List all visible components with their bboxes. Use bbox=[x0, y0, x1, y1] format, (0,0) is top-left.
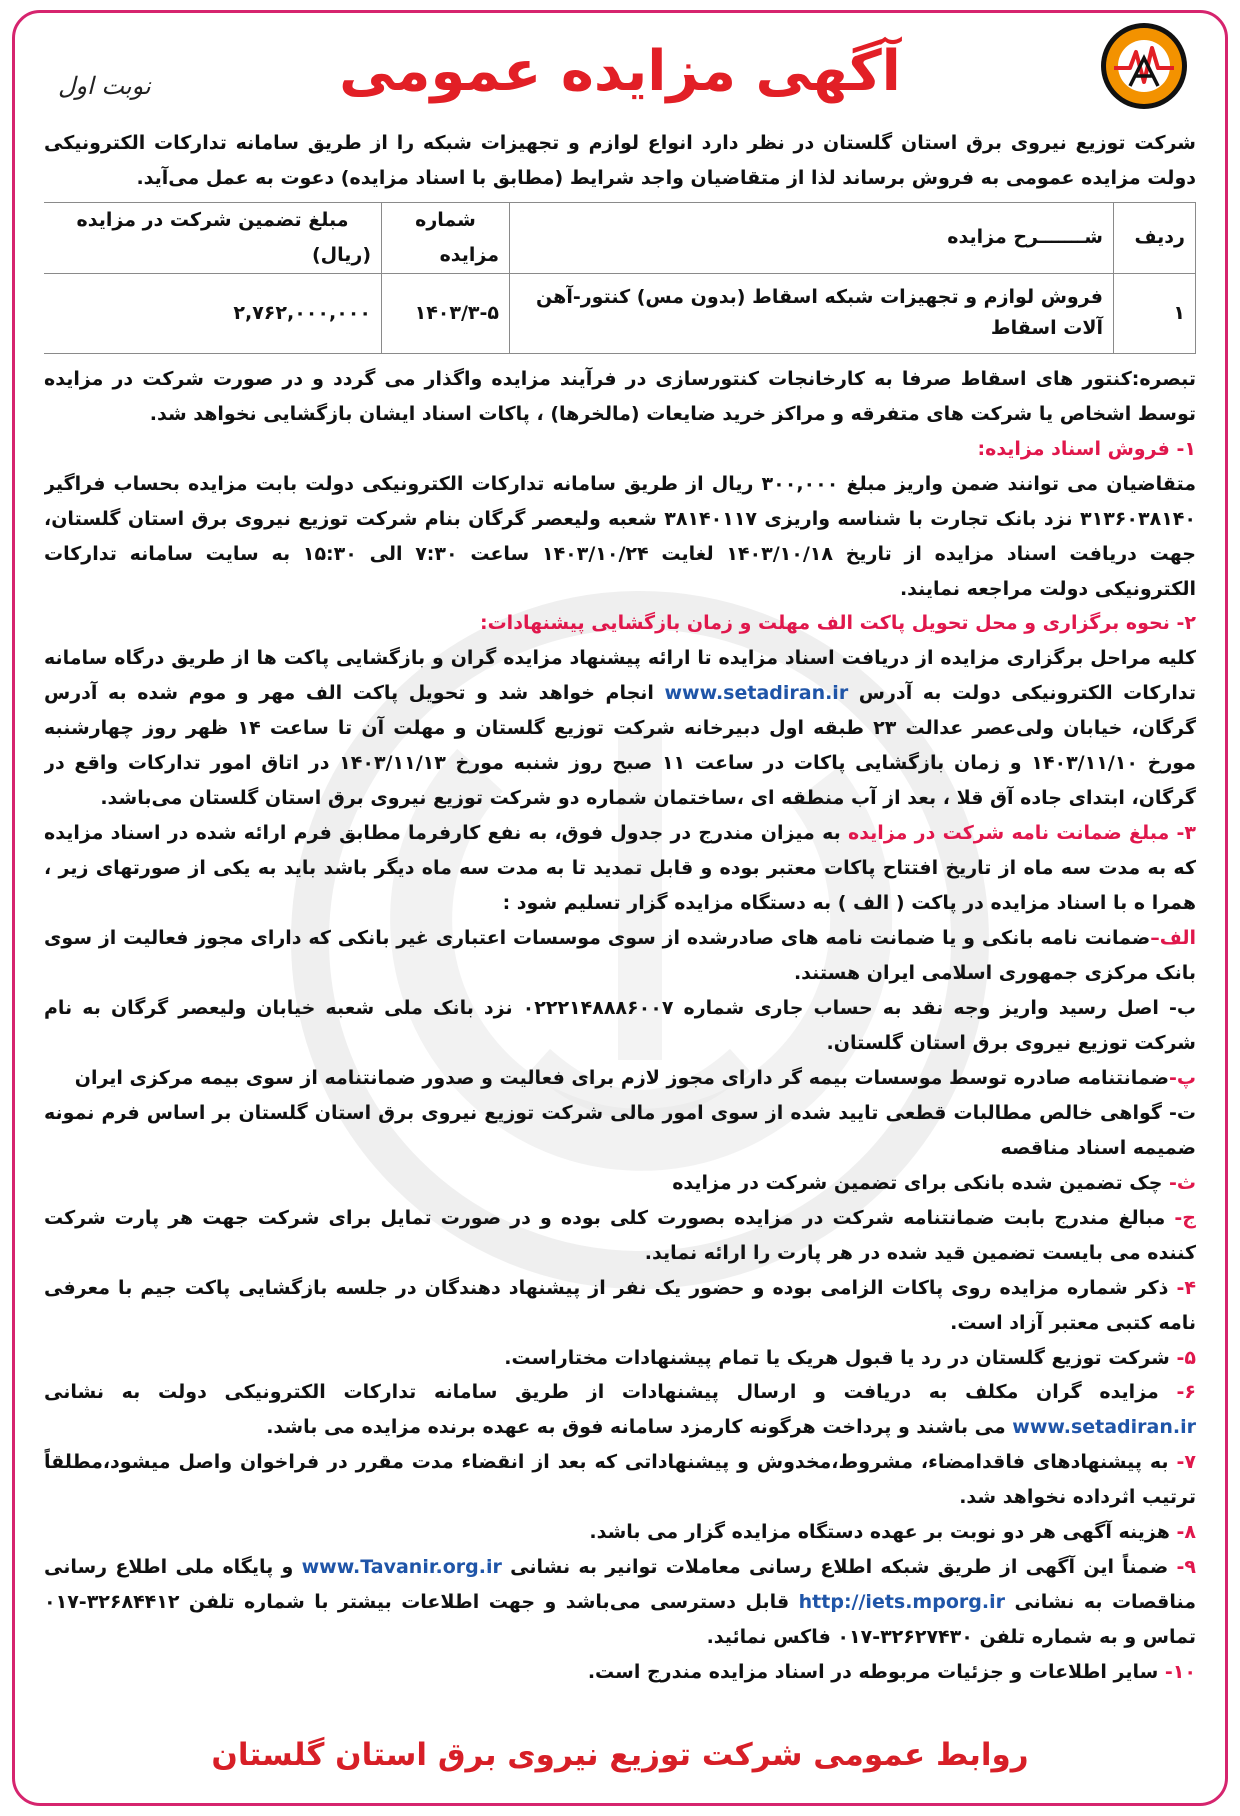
clause-3 bbox=[44, 816, 1196, 921]
clause-2-text-before: کلیه مراحل برگزاری مزایده از دریافت اسناد مزایده تا ارائه پیشنهاد مزایده گران و بازگشایی پاکت ها از طریق درگاه سامانه تدارکات الکترونیکی دولت به آدرس bbox=[44, 647, 1196, 705]
option-label: ت- bbox=[1169, 1101, 1196, 1124]
clause-6-text-before: مزایده گران مکلف به دریافت و ارسال پیشنهادات از طریق سامانه تدارکات الکترونیکی دولت به نشانی bbox=[44, 1381, 1159, 1404]
option-text: ضمانتنامه صادره توسط موسسات بیمه گر دارای مجوز لازم برای فعالیت و صدور ضمانتنامه از سوی بیمه مرکزی ایران bbox=[74, 1066, 1170, 1089]
table-header-row bbox=[44, 202, 1196, 273]
setadiran-link[interactable]: www.setadiran.ir bbox=[1012, 1416, 1196, 1439]
option-label: پ- bbox=[1169, 1066, 1196, 1089]
tavanir-link[interactable]: www.Tavanir.org.ir bbox=[301, 1556, 502, 1579]
header-description: شـــــــرح مزایده bbox=[510, 202, 1114, 273]
option-text: اصل رسید واریز وجه نقد به حساب جاری شماره ۰۲۲۲۱۴۸۸۸۶۰۰۷ نزد بانک ملی شعبه خیابان ولیعصر گرگان به نام شرکت توزیع نیروی برق استان گلستان. bbox=[44, 996, 1196, 1054]
clause-8 bbox=[44, 1515, 1196, 1550]
clause-6-number: ۶- bbox=[1176, 1381, 1196, 1404]
guarantee-option-alef bbox=[44, 921, 1196, 991]
clause-10-number: ۱۰- bbox=[1164, 1661, 1196, 1684]
clause-5 bbox=[44, 1341, 1196, 1376]
clause-2-heading: ۲- نحوه برگزاری و محل تحویل پاکت الف مهلت و زمان بازگشایی پیشنهادات: bbox=[479, 612, 1196, 635]
cell-row-number: ۱ bbox=[1114, 273, 1196, 353]
guarantee-option-te bbox=[44, 1096, 1196, 1166]
option-text: مبالغ مندرج بابت ضمانتنامه شرکت در مزایده بصورت کلی بوده و در صورت تمایل برای شرکت جهت هر پارت شرکت کننده می بایست تضمین قید شده در هر پارت را ارائه نماید. bbox=[44, 1206, 1196, 1264]
clause-5-number: ۵- bbox=[1176, 1346, 1196, 1369]
option-text: ضمانت نامه بانکی و یا ضمانت نامه های صادرشده از سوی موسسات اعتباری غیر بانکی که دارای مجوز فعالیت از سوی بانک مرکزی جمهوری اسلامی ایران هستند. bbox=[44, 927, 1196, 985]
clause-2-text bbox=[44, 641, 1196, 816]
guarantee-option-se bbox=[44, 1166, 1196, 1201]
clause-7-text: به پیشنهادهای فاقدامضاء، مشروط،مخدوش و پیشنهاداتی که بعد از انقضاء مدت مقرر در فراخوان واصل میشود،مطلقاً ترتیب اثرداده نخواهد شد. bbox=[44, 1451, 1196, 1509]
option-label: ج- bbox=[1174, 1206, 1196, 1229]
clause-6-text-after: می باشند و پرداخت هرگونه کارمزد سامانه فوق به عهده برنده مزایده می باشد. bbox=[266, 1416, 1006, 1439]
clause-2-text-after: انجام خواهد شد و تحویل پاکت الف مهر و موم شده به آدرس گرگان، خیابان ولی‌عصر عدالت ۲۳ طبقه اول دبیرخانه شرکت توزیع گلستان و مهلت آن تا ساعت ۱۴ ظهر روز چهارشنبه مورخ ۱۴۰۳/۱۱/۱۰ و زمان بازگشایی پاکات در ساعت ۱۱ صبح روز شنبه مورخ ۱۴۰۳/۱۱/۱۳ در اتاق امور تدارکات واقع در گرگان، ابتدای جاده آق قلا ، بعد از آب منطقه ای ،ساختمان شماره دو شرکت توزیع نیروی برق استان گلستان می‌باشد. bbox=[44, 682, 1196, 810]
header-auction-number: شماره مزایده bbox=[382, 202, 510, 273]
header-row-number: ردیف bbox=[1114, 202, 1196, 273]
setadiran-link[interactable]: www.setadiran.ir bbox=[664, 682, 849, 705]
tavanir-logo-icon bbox=[1100, 22, 1188, 110]
option-label: ب- bbox=[1169, 996, 1196, 1019]
guarantee-option-pe bbox=[44, 1061, 1196, 1096]
clause-9-text-3: قابل دسترسی می‌باشد و جهت اطلاعات بیشتر با شماره تلفن ۳۲۶۸۴۴۱۲-۰۱۷ تماس و به شماره تلفن ۳۲۶۲۷۴۳۰-۰۱۷ فاکس نمائید. bbox=[44, 1591, 1196, 1649]
clause-7 bbox=[44, 1445, 1196, 1515]
note-paragraph: تبصره:کنتور های اسقاط صرفا به کارخانجات کنتورسازی در فرآیند مزایده واگذار می گردد و در صورت شرکت در مزایده توسط اشخاص یا شرکت های متفرقه و مراکز خرید ضایعات (مالخرها) ، پاکات اسناد ایشان بازگشایی نخواهد شد. bbox=[44, 367, 1196, 425]
clause-9 bbox=[44, 1550, 1196, 1655]
guarantee-option-jim bbox=[44, 1201, 1196, 1271]
clause-8-number: ۸- bbox=[1176, 1521, 1196, 1544]
iets-link[interactable]: http://iets.mporg.ir bbox=[798, 1591, 1005, 1614]
option-text: چک تضمین شده بانکی برای تضمین شرکت در مزایده bbox=[672, 1171, 1163, 1194]
notice-title: آگهی مزایده عمومی bbox=[339, 39, 901, 104]
clause-9-number: ۹- bbox=[1176, 1556, 1196, 1579]
clause-3-text: به میزان مندرج در جدول فوق، به نفع کارفرما مطابق فرم ارائه شده در اسناد مزایده که به مدت سه ماه از تاریخ افتتاح پاکات معتبر بوده و قابل تمدید تا به مدت سه ماه دیگر باشد باید به یکی از صورتهای زیر ، همرا ه با اسناد مزایده در پاکت ( الف ) به دستگاه مزایده گزار تسلیم شود : bbox=[44, 822, 1196, 915]
clause-9-text-1: ضمناً این آگهی از طریق شبکه اطلاع رسانی معاملات توانیر به نشانی bbox=[510, 1556, 1169, 1579]
auction-table-head bbox=[44, 202, 1196, 273]
cell-auction-number: ۱۴۰۳/۳-۵ bbox=[382, 273, 510, 353]
auction-table-body bbox=[44, 273, 1196, 353]
clause-9-text-2: و پایگاه ملی اطلاع رسانی مناقصات به نشانی bbox=[44, 1556, 1196, 1614]
clause-4-text: ذکر شماره مزایده روی پاکات الزامی بوده و حضور یک نفر از پیشنهاد دهندگان در جلسه بازگشایی پاکت جیم با معرفی نامه کتبی معتبر آزاد است. bbox=[44, 1276, 1196, 1334]
option-label: الف– bbox=[1150, 927, 1196, 950]
auction-table bbox=[44, 202, 1196, 354]
clause-1-text: متقاضیان می توانند ضمن واریز مبلغ ۳۰۰,۰۰۰ ریال از طریق سامانه تدارکات الکترونیکی دولت بابت مزایده بحساب فراگیر ۳۱۳۶۰۳۸۱۴۰ نزد بانک تجارت با شناسه واریزی ۳۸۱۴۰۱۱۷ شعبه ولیعصر گرگان بنام شرکت توزیع نیروی برق استان گلستان، جهت دریافت اسناد مزایده از تاریخ ۱۴۰۳/۱۰/۱۸ لغایت ۱۴۰۳/۱۰/۲۴ ساعت ۷:۳۰ الی ۱۵:۳۰ به سایت سامانه تدارکات الکترونیکی دولت مراجعه نمایند. bbox=[44, 472, 1196, 600]
clause-8-text: هزینه آگهی هر دو نوبت بر عهده دستگاه مزایده گزار می باشد. bbox=[589, 1521, 1170, 1544]
cell-guarantee-amount: ۲,۷۶۲,۰۰۰,۰۰۰ bbox=[44, 273, 382, 353]
header-guarantee-amount: مبلغ تضمین شرکت در مزایده (ریال) bbox=[44, 202, 382, 273]
guarantee-option-be bbox=[44, 991, 1196, 1061]
option-text: گواهی خالص مطالبات قطعی تایید شده از سوی امور مالی شرکت توزیع نیروی برق استان گلستان بر اساس فرم نمونه ضمیمه اسناد مناقصه bbox=[44, 1101, 1196, 1159]
public-relations-signature: روابط عمومی شرکت توزیع نیروی برق استان گلستان bbox=[211, 1737, 1029, 1773]
publication-round: نوبت اول bbox=[58, 72, 151, 100]
option-label: ث- bbox=[1169, 1171, 1196, 1194]
clause-10-text: سایر اطلاعات و جزئیات مربوطه در اسناد مزایده مندرج است. bbox=[587, 1661, 1159, 1684]
table-row bbox=[44, 273, 1196, 353]
clause-10 bbox=[44, 1655, 1196, 1690]
clause-1-heading: ۱- فروش اسناد مزایده: bbox=[977, 437, 1196, 460]
clause-3-heading: ۳- مبلغ ضمانت نامه شرکت در مزایده bbox=[847, 822, 1196, 845]
clause-7-number: ۷- bbox=[1176, 1451, 1196, 1474]
clause-4-number: ۴- bbox=[1176, 1276, 1196, 1299]
clause-4 bbox=[44, 1271, 1196, 1341]
cell-description: فروش لوازم و تجهیزات شبکه اسقاط (بدون مس) کنتور-آهن آلات اسقاط bbox=[510, 273, 1114, 353]
intro-paragraph: شرکت توزیع نیروی برق استان گلستان در نظر دارد انواع لوازم و تجهیزات شبکه را از طریق سامانه تدارکات الکترونیکی دولت مزایده عمومی به فروش برساند لذا از متقاضیان واجد شرایط (مطابق با اسناد مزایده) دعوت به عمل می‌آید. bbox=[44, 132, 1196, 189]
clause-5-text: شرکت توزیع گلستان در رد یا قبول هریک یا تمام پیشنهادات مختاراست. bbox=[504, 1346, 1170, 1369]
clause-6 bbox=[44, 1375, 1196, 1445]
notice-body bbox=[44, 126, 1196, 1722]
